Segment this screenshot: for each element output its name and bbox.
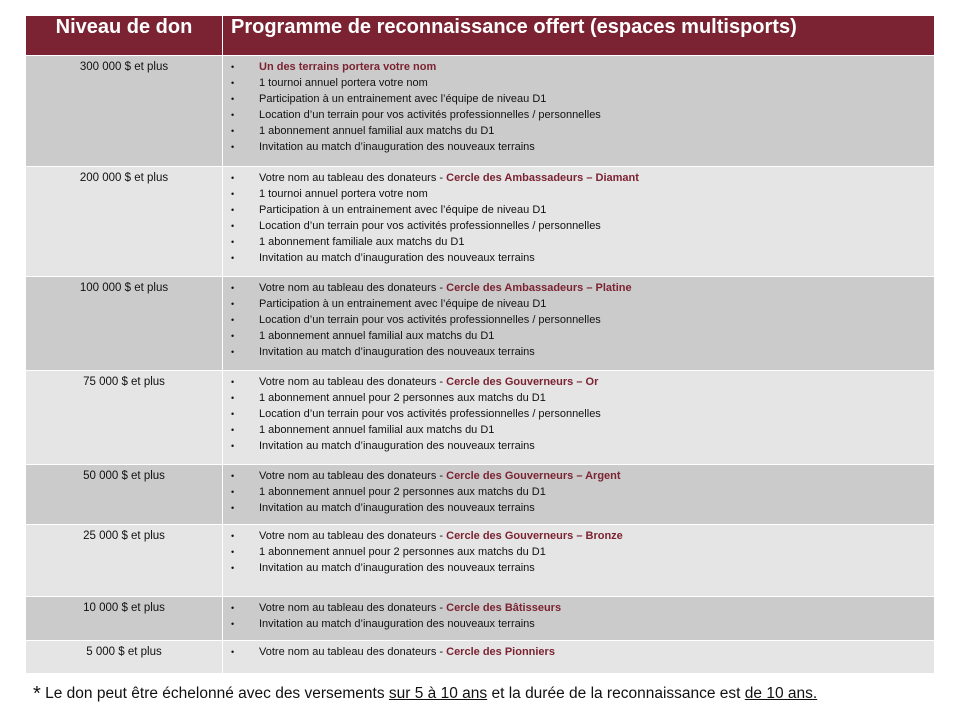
benefit-text: Invitation au match d’inauguration des nouveaux terrains	[259, 562, 535, 574]
benefit-item	[231, 374, 928, 390]
header-donation-level: Niveau de don	[26, 16, 223, 56]
benefit-text: 1 abonnement familiale aux matchs du D1	[259, 236, 465, 248]
bullet-icon: •	[231, 299, 235, 309]
donation-level-cell: 50 000 $ et plus	[26, 465, 223, 525]
bullet-icon: •	[231, 425, 235, 435]
bullet-icon: •	[231, 547, 235, 557]
bullet-icon: •	[231, 126, 235, 136]
benefit-list	[231, 468, 928, 516]
bullet-icon: •	[231, 347, 235, 357]
table-row	[26, 56, 935, 167]
bullet-icon: •	[231, 205, 235, 215]
donation-level-cell: 25 000 $ et plus	[26, 525, 223, 597]
benefit-text: Invitation au match d’inauguration des nouveaux terrains	[259, 252, 535, 264]
footnote-text-1: Le don peut être échelonné avec des versements	[40, 685, 389, 702]
bullet-icon: •	[231, 503, 235, 513]
bullet-icon: •	[231, 409, 235, 419]
benefit-text: Votre nom au tableau des donateurs -	[259, 602, 447, 614]
benefit-text: 1 abonnement annuel familial aux matchs du D1	[259, 125, 495, 137]
benefit-list	[231, 528, 928, 576]
bullet-icon: •	[231, 603, 235, 613]
benefit-text: Invitation au match d’inauguration des nouveaux terrains	[259, 346, 535, 358]
bullet-icon: •	[231, 377, 235, 387]
bullet-icon: •	[231, 237, 235, 247]
benefit-item	[231, 422, 928, 438]
benefit-item	[231, 296, 928, 312]
table-body	[26, 56, 935, 674]
benefit-item	[231, 344, 928, 360]
bullet-icon: •	[231, 563, 235, 573]
table-row	[26, 277, 935, 371]
benefit-item	[231, 91, 928, 107]
bullet-icon: •	[231, 110, 235, 120]
donation-level-cell: 75 000 $ et plus	[26, 371, 223, 465]
recognition-cell	[223, 277, 935, 371]
donation-level-cell: 300 000 $ et plus	[26, 56, 223, 167]
benefit-text: Location d’un terrain pour vos activités professionnelles / personnelles	[259, 109, 601, 121]
benefit-highlight: Cercle des Bâtisseurs	[446, 602, 562, 614]
benefit-highlight: Cercle des Ambassadeurs – Platine	[446, 282, 632, 294]
benefit-text: Votre nom au tableau des donateurs -	[259, 530, 447, 542]
benefit-text: Votre nom au tableau des donateurs -	[259, 282, 447, 294]
benefit-text: 1 abonnement annuel familial aux matchs du D1	[259, 330, 495, 342]
benefit-text: Votre nom au tableau des donateurs -	[259, 172, 447, 184]
bullet-icon: •	[231, 441, 235, 451]
benefit-text: Invitation au match d’inauguration des nouveaux terrains	[259, 141, 535, 153]
bullet-icon: •	[231, 471, 235, 481]
benefit-item	[231, 600, 928, 616]
table-row	[26, 371, 935, 465]
benefit-highlight: Cercle des Ambassadeurs – Diamant	[446, 172, 639, 184]
bullet-icon: •	[231, 142, 235, 152]
benefit-item	[231, 280, 928, 296]
benefit-list	[231, 374, 928, 454]
benefit-list	[231, 644, 928, 660]
benefit-list	[231, 600, 928, 632]
bullet-icon: •	[231, 619, 235, 629]
benefit-text: Participation à un entrainement avec l’équipe de niveau D1	[259, 204, 547, 216]
footnote	[33, 683, 817, 706]
bullet-icon: •	[231, 315, 235, 325]
recognition-cell	[223, 56, 935, 167]
benefit-item	[231, 186, 928, 202]
table-row	[26, 641, 935, 674]
bullet-icon: •	[231, 189, 235, 199]
benefit-item	[231, 75, 928, 91]
donation-level-cell: 10 000 $ et plus	[26, 597, 223, 641]
benefit-highlight: Cercle des Gouverneurs – Bronze	[446, 530, 623, 542]
bullet-icon: •	[231, 331, 235, 341]
benefit-item	[231, 616, 928, 632]
benefit-list	[231, 170, 928, 266]
benefit-text: 1 abonnement annuel pour 2 personnes aux matchs du D1	[259, 546, 546, 558]
footnote-underline-term: de 10 ans.	[744, 685, 818, 702]
recognition-cell	[223, 465, 935, 525]
bullet-icon: •	[231, 62, 235, 72]
recognition-cell	[223, 167, 935, 277]
benefit-item	[231, 139, 928, 155]
benefit-item	[231, 406, 928, 422]
bullet-icon: •	[231, 393, 235, 403]
benefit-text: Location d’un terrain pour vos activités professionnelles / personnelles	[259, 408, 601, 420]
benefit-text: 1 abonnement annuel pour 2 personnes aux matchs du D1	[259, 392, 546, 404]
benefit-text: Invitation au match d’inauguration des nouveaux terrains	[259, 440, 535, 452]
table-row	[26, 167, 935, 277]
bullet-icon: •	[231, 647, 235, 657]
table-header-row	[26, 16, 935, 56]
benefit-item	[231, 438, 928, 454]
donation-levels-table	[25, 15, 935, 674]
benefit-item	[231, 59, 928, 75]
recognition-cell	[223, 371, 935, 465]
benefit-item	[231, 390, 928, 406]
benefit-highlight: Cercle des Gouverneurs – Argent	[446, 470, 621, 482]
bullet-icon: •	[231, 94, 235, 104]
bullet-icon: •	[231, 283, 235, 293]
benefit-text: Location d’un terrain pour vos activités professionnelles / personnelles	[259, 314, 601, 326]
footnote-asterisk: *	[33, 683, 41, 705]
benefit-item	[231, 644, 928, 660]
benefit-highlight: Un des terrains portera votre nom	[259, 61, 437, 73]
recognition-cell	[223, 525, 935, 597]
table-row	[26, 525, 935, 597]
benefit-text: 1 tournoi annuel portera votre nom	[259, 188, 428, 200]
benefit-list	[231, 280, 928, 360]
table-row	[26, 465, 935, 525]
bullet-icon: •	[231, 253, 235, 263]
benefit-text: Votre nom au tableau des donateurs -	[259, 646, 447, 658]
table-row	[26, 597, 935, 641]
bullet-icon: •	[231, 531, 235, 541]
benefit-item	[231, 500, 928, 516]
benefit-text: 1 abonnement annuel familial aux matchs du D1	[259, 424, 495, 436]
benefit-item	[231, 560, 928, 576]
donation-level-cell: 5 000 $ et plus	[26, 641, 223, 674]
benefit-item	[231, 528, 928, 544]
bullet-icon: •	[231, 221, 235, 231]
benefit-item	[231, 250, 928, 266]
benefit-text: 1 abonnement annuel pour 2 personnes aux matchs du D1	[259, 486, 546, 498]
benefit-text: Location d’un terrain pour vos activités professionnelles / personnelles	[259, 220, 601, 232]
recognition-cell	[223, 641, 935, 674]
benefit-text: Votre nom au tableau des donateurs -	[259, 470, 447, 482]
benefit-item	[231, 484, 928, 500]
benefit-item	[231, 218, 928, 234]
benefit-text: Invitation au match d’inauguration des nouveaux terrains	[259, 502, 535, 514]
benefit-item	[231, 107, 928, 123]
bullet-icon: •	[231, 487, 235, 497]
benefit-highlight: Cercle des Pionniers	[446, 646, 555, 658]
benefit-item	[231, 123, 928, 139]
donation-level-cell: 200 000 $ et plus	[26, 167, 223, 277]
benefit-item	[231, 312, 928, 328]
header-recognition-program: Programme de reconnaissance offert (espaces multisports)	[223, 16, 935, 56]
benefit-item	[231, 202, 928, 218]
donation-level-cell: 100 000 $ et plus	[26, 277, 223, 371]
bullet-icon: •	[231, 78, 235, 88]
benefit-highlight: Cercle des Gouverneurs – Or	[446, 376, 599, 388]
benefit-item	[231, 544, 928, 560]
footnote-underline-duration: sur 5 à 10 ans	[388, 685, 488, 702]
benefit-item	[231, 328, 928, 344]
benefit-text: Invitation au match d’inauguration des nouveaux terrains	[259, 618, 535, 630]
footnote-text-2: et la durée de la reconnaissance est	[487, 685, 745, 702]
benefit-item	[231, 468, 928, 484]
benefit-text: 1 tournoi annuel portera votre nom	[259, 77, 428, 89]
benefit-text: Votre nom au tableau des donateurs -	[259, 376, 447, 388]
bullet-icon: •	[231, 173, 235, 183]
benefit-item	[231, 170, 928, 186]
benefit-item	[231, 234, 928, 250]
benefit-list	[231, 59, 928, 155]
benefit-text: Participation à un entrainement avec l’équipe de niveau D1	[259, 298, 547, 310]
benefit-text: Participation à un entrainement avec l’équipe de niveau D1	[259, 93, 547, 105]
recognition-cell	[223, 597, 935, 641]
